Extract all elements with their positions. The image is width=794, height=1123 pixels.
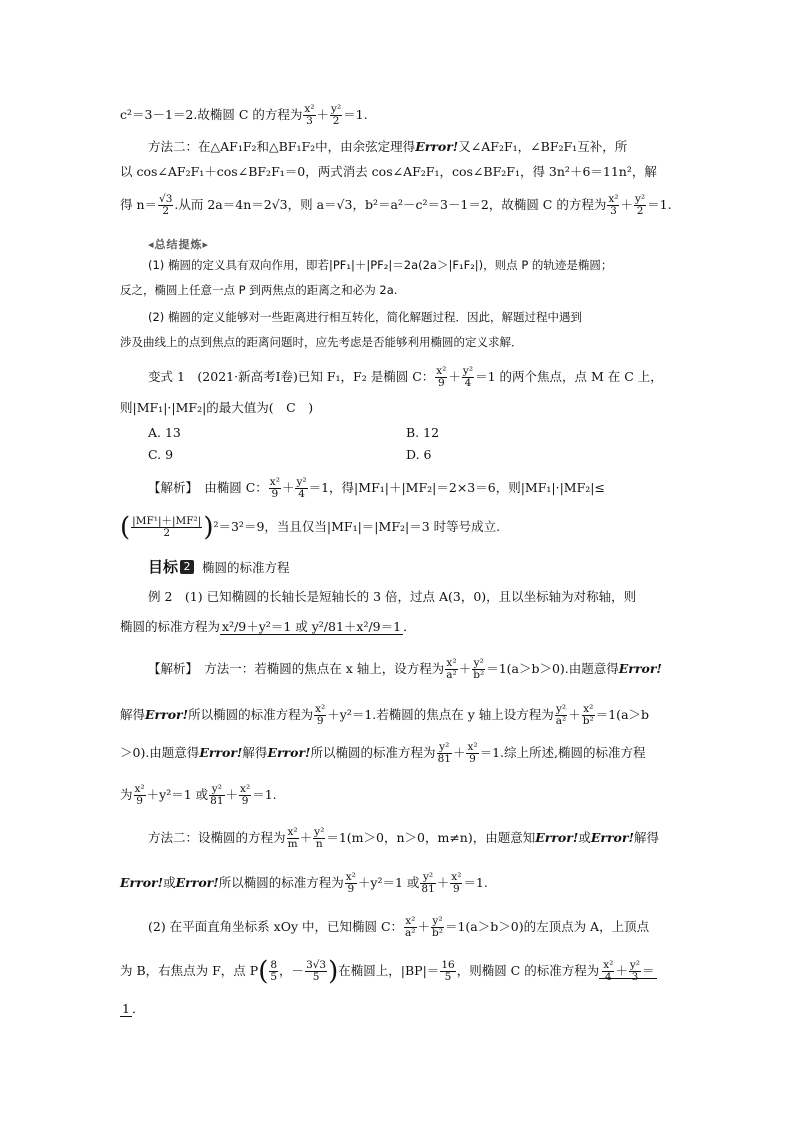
goal-heading <box>148 556 290 577</box>
method-two-line-3: 得 n＝ $\frac{√3}{2}$ .从而 2a＝4n＝2√3，则 a＝√3，b²＝a²－c²＝3－1＝2，故椭圆 C 的方程为 $\frac{\text{x²}}{3}$ ＋ $\frac{\text{y²}}{2}$ ＝1. <box>120 193 672 217</box>
variant1-solution: 【解析】 由椭圆 C： $\frac{\text{x²}}{9}$ ＋ $\frac{\text{y²}}{4}$ ＝1，得|MF₁|＋|MF₂|＝2×3＝6，则|MF₁|·|MF₂|≤ <box>148 476 605 500</box>
method-two-line-1: 方法二：在△AF₁F₂和△BF₁F₂中，由余弦定理得Error!又∠AF₂F₁，∠BF₂F₁互补，所 <box>148 139 628 154</box>
variant1-solution-2: ( $\frac{\text{|MF¹|＋|MF²|}}{2}$ )²＝3²＝9，当且仅当|MF₁|＝|MF₂|＝3 时等号成立. <box>120 512 501 543</box>
option-b: B. 12 <box>406 425 440 440</box>
option-c: C. 9 <box>148 447 174 462</box>
goal-title: 椭圆的标准方程 <box>202 559 290 575</box>
summary-p1a: (1) 椭圆的定义具有双向作用，即若|PF₁|＋|PF₂|＝2a(2a＞|F₁F₂|)，则点 P 的轨迹是椭圆； <box>148 258 613 272</box>
error-field: Error! <box>415 139 459 154</box>
example2-s1-line2: 解得Error!所以椭圆的标准方程为 $\frac{\text{x²}}{9}$ ＋y²＝1.若椭圆的焦点在 y 轴上设方程为 $\frac{\text{y²}}{\text{a²}}$ ＋ $\frac{\text{x²}}{\text{b²}}$ ＝1(a＞b <box>120 703 650 727</box>
example2-q2-line2: 为 B，右焦点为 F，点 P( $\frac{8}{5}$ ，－ $\frac{3√3}{5}$ )在椭圆上，|BP|＝ $\frac{16}{5}$ ，则椭圆 C 的标准方程为 $\frac{\text{x²}}{4}$ ＋ $\frac{\text{y²}}{3}$ ＝ <box>120 956 655 987</box>
example2-q2-line3: 1 ． <box>122 1001 145 1016</box>
fraction: $\frac{\text{x²}}{3}$ <box>304 103 315 127</box>
example2-m2-line1: 方法二：设椭圆的方程为 $\frac{\text{x²}}{m}$ ＋ $\frac{\text{y²}}{n}$ ＝1(m＞0，n＞0，m≠n)，由题意知Error!或Error!解得 <box>148 826 659 850</box>
answer-blank: x²/9＋y²＝1 或 y²/81＋x²/9＝1 <box>222 619 402 634</box>
answer-blank-tail: 1 <box>122 1001 130 1016</box>
method-two-line-2: 以 cos∠AF₂F₁＋cos∠BF₂F₁＝0，两式消去 cos∠AF₂F₁，cos∠BF₂F₁，得 3n²＋6＝11n²，解 <box>120 164 657 179</box>
example2-s1-line1: 【解析】 方法一：若椭圆的焦点在 x 轴上，设方程为 $\frac{\text{x²}}{\text{a²}}$ ＋ $\frac{\text{y²}}{\text{b²}}$ ＝1(a＞b＞0).由题意得Error! <box>148 657 662 681</box>
variant1-question-2: 则|MF₁|·|MF₂|的最大值为( C ) <box>120 400 314 415</box>
fraction: $\frac{\text{y²}}{2}$ <box>331 103 342 127</box>
text-line-c2: c²＝3－1＝2.故椭圆 C 的方程为 $\frac{\text{x²}}{3}$ ＋ $\frac{\text{y²}}{2}$ ＝1. <box>120 103 368 127</box>
option-a: A. 13 <box>148 425 181 440</box>
summary-p2b: 涉及曲线上的点到焦点的距离问题时，应先考虑是否能够利用椭圆的定义求解． <box>120 335 523 349</box>
example2-q1-line1: 例 2 (1) 已知椭圆的长轴长是短轴长的 3 倍，过点 A(3，0)，且以坐标轴为对称轴，则 <box>148 589 637 604</box>
example2-q1-line2: 椭圆的标准方程为 x²/9＋y²＝1 或 y²/81＋x²/9＝1 ． <box>120 619 416 634</box>
answer-blank-2: $\frac{\text{x²}}{4}$ ＋ $\frac{\text{y²}}{3}$ ＝ <box>599 963 656 979</box>
example2-m2-line2: Error!或Error!所以椭圆的标准方程为 $\frac{\text{x²}}{9}$ ＋y²＝1 或 $\frac{\text{y²}}{81}$ ＋ $\frac{\text{x²}}{9}$ ＝1. <box>120 871 488 895</box>
summary-tag: ◂总结提炼▸ <box>148 238 210 251</box>
example2-q2-line1: (2) 在平面直角坐标系 xOy 中，已知椭圆 C： $\frac{\text{x²}}{\text{a²}}$ ＋ $\frac{\text{y²}}{\text{b²}}$ ＝1(a＞b＞0)的左顶点为 A，上顶点 <box>148 915 650 939</box>
summary-p1b: 反之，椭圆上任意一点 P 到两焦点的距离之和必为 2a. <box>120 283 398 297</box>
example2-s1-line4: 为 $\frac{\text{x²}}{9}$ ＋y²＝1 或 $\frac{\text{y²}}{81}$ ＋ $\frac{\text{x²}}{9}$ ＝1. <box>120 783 277 807</box>
summary-p2a: (2) 椭圆的定义能够对一些距离进行相互转化，简化解题过程．因此，解题过程中遇到 <box>148 310 582 324</box>
variant1-question: 变式 1 (2021·新高考Ⅰ卷)已知 F₁，F₂ 是椭圆 C： $\frac{\text{x²}}{9}$ ＋ $\frac{\text{y²}}{4}$ ＝1 的两个焦点，点 M 在 C 上， <box>148 365 663 389</box>
goal-badge: 目标 <box>148 558 179 576</box>
example2-s1-line3: ＞0).由题意得Error!解得Error!所以椭圆的标准方程为 $\frac{\text{y²}}{81}$ ＋ $\frac{\text{x²}}{9}$ ＝1.综上所述,椭圆的标准方程 <box>120 741 646 765</box>
goal-number-icon: 2 <box>180 560 194 574</box>
text: c²＝3－1＝2.故椭圆 C 的方程为 <box>120 107 303 122</box>
option-d: D. 6 <box>406 447 432 462</box>
